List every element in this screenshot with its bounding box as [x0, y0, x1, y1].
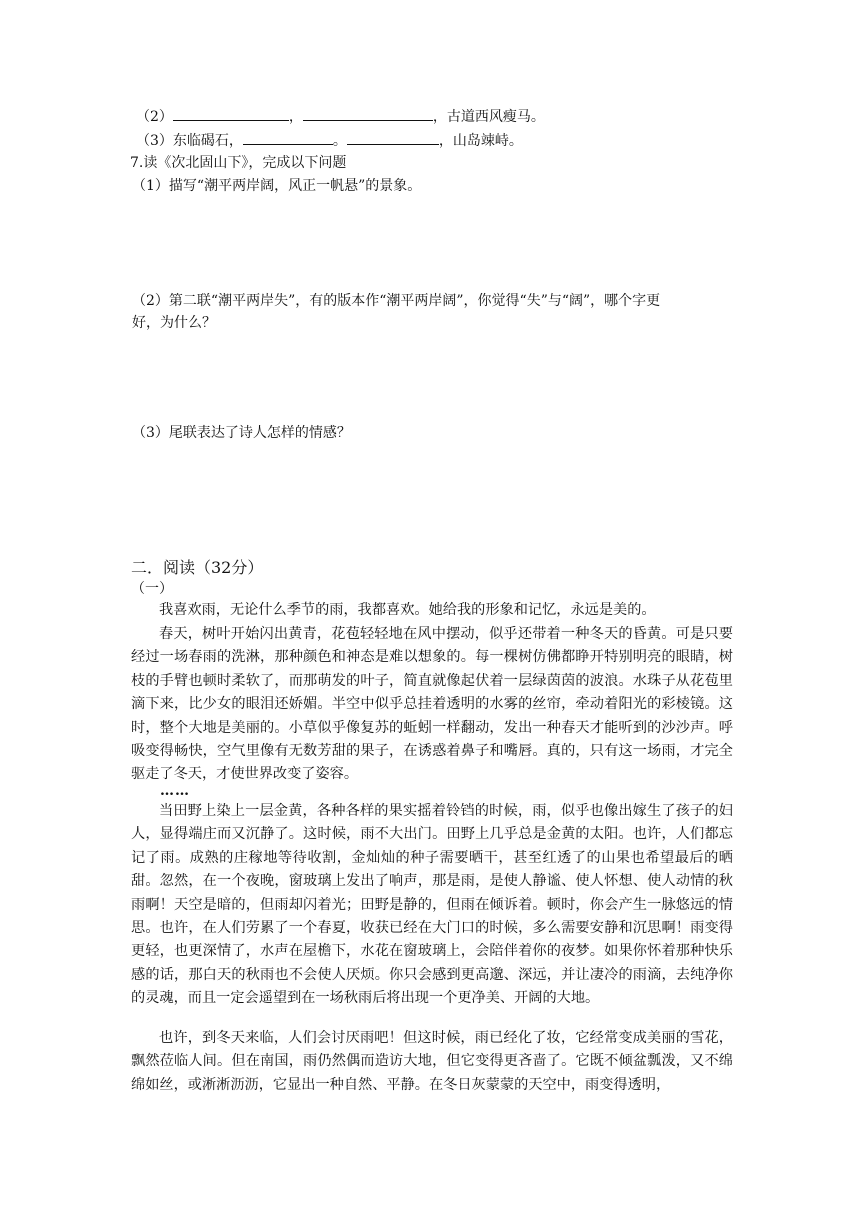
- reading-paragraph-2: 春天，树叶开始闪出黄青，花苞轻轻地在风中摆动，似乎还带着一种冬天的昏黄。可是只要经过一场春雨的洗淋，那种颜色和神态是难以想象的。每一棵树仿佛都睁开特别明亮的眼睛，树枝的手臂也顿时柔软了，而那萌发的叶子，简直就像起伏着一层绿茵茵的波浪。水珠子从花苞里滴下来，比少女的眼泪还娇媚。半空中似乎总挂着透明的水雾的丝帘，牵动着阳光的彩棱镜。这时，整个大地是美丽的。小草似乎像复苏的蚯蚓一样翻动，发出一种春天才能听到的沙沙声。呼吸变得畅快，空气里像有无数芳甜的果子，在诱惑着鼻子和嘴唇。真的，只有这一场雨，才完全驱走了冬天，才使世界改变了姿容。: [131, 626, 733, 783]
- q6-item-3-separator: 。: [332, 133, 347, 149]
- q7-sub2-line2: 好，为什么？: [132, 315, 216, 331]
- q7-sub3: （3）尾联表达了诗人怎样的情感？: [132, 425, 351, 441]
- answer-blank[interactable]: [173, 106, 289, 121]
- reading-paragraph-1: 我喜欢雨，无论什么季节的雨，我都喜欢。她给我的形象和记忆，永远是美的。: [159, 602, 656, 618]
- answer-blank[interactable]: [243, 130, 333, 145]
- ellipsis: ……: [160, 783, 190, 799]
- q6-item-2-suffix: ，古道西风瘦马。: [432, 109, 545, 125]
- reading-paragraph-4: 也许，到冬天来临，人们会讨厌雨吧！但这时候，雨已经化了妆，它经常变成美丽的雪花，飘然莅临人间。但在南国，雨仍然偶而造访大地，但它变得更吝啬了。它既不倾盆瓢泼，又不绵绵如丝，或淅淅沥沥，它显出一种自然、平静。在冬日灰蒙蒙的天空中，雨变得透明，: [131, 1030, 733, 1093]
- section-heading: 二．阅读（32分）: [131, 558, 264, 577]
- q6-item-3-suffix: ，山岛竦峙。: [438, 133, 523, 149]
- q7-sub1: （1）描写“潮平两岸阔，风正一帆悬”的景象。: [132, 178, 422, 194]
- q6-item-3-prefix: （3）东临碣石，: [136, 133, 243, 149]
- q6-item-2: [136, 106, 545, 127]
- q6-item-2-separator: ，: [288, 109, 303, 125]
- q7-sub2-line1: （2）第二联“潮平两岸失”，有的版本作“潮平两岸阔”，你觉得“失”与“阔”，哪个字更: [132, 293, 661, 309]
- answer-blank[interactable]: [303, 106, 433, 121]
- answer-blank[interactable]: [347, 130, 439, 145]
- q6-item-3: [136, 130, 523, 151]
- q7-title: 7.读《次北固山下》，完成以下问题: [130, 155, 347, 171]
- reading-paragraph-3: 当田野上染上一层金黄，各种各样的果实摇着铃铛的时候，雨，似乎也像出嫁生了孩子的妇人，显得端庄而又沉静了。这时候，雨不大出门。田野上几乎总是金黄的太阳。也许，人们都忘记了雨。成熟的庄稼地等待收割，金灿灿的种子需要晒干，甚至红透了的山果也希望最后的晒甜。忽然，在一个夜晚，窗玻璃上发出了响声，那是雨，是使人静谧、使人怀想、使人动情的秋雨啊！天空是暗的，但雨却闪着光；田野是静的，但雨在倾诉着。顿时，你会产生一脉悠远的情思。也许，在人们劳累了一个春夏，收获已经在大门口的时候，多么需要安静和沉思啊！雨变得更轻，也更深情了，水声在屋檐下，水花在窗玻璃上，会陪伴着你的夜梦。如果你怀着那种快乐感的话，那白天的秋雨也不会使人厌烦。你只会感到更高邈、深远，并让凄冷的雨滴，去纯净你的灵魂，而且一定会遥望到在一场秋雨后将出现一个更净美、开阔的大地。: [131, 803, 733, 1007]
- q6-item-2-prefix: （2）: [136, 109, 173, 125]
- part-label: （一）: [131, 581, 173, 597]
